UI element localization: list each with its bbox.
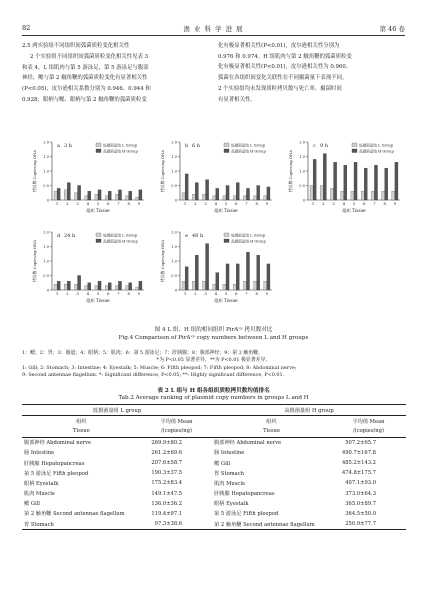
l-tissue-cell: 第 5 游泳足 Fifth pleopod [24,470,89,477]
x-tick-label: 9 [393,201,397,206]
bar-h [129,191,132,200]
x-tick-label: 2 [194,201,197,206]
h-tissue-cell: 第 5 游泳足 Fifth pleopod [214,511,279,518]
l-mean-cell: 269.9±80.2 [151,439,183,446]
x-tick-label: 2 [66,291,69,296]
bar-h [236,183,239,200]
bar-l [136,287,139,290]
bar-h [108,283,111,290]
x-tick-label: 4 [214,201,217,206]
y-tick-label: 1.0 [171,169,177,174]
l-mean-cell: 149.1±47.5 [151,490,183,497]
y-tick-label: 2.0 [43,230,49,235]
y-tick-label: 0.5 [171,274,177,278]
y-tick-label: 0 [174,288,177,293]
x-tick-label: 6 [107,201,110,206]
bar-l [351,191,354,200]
legend-swatch-h [96,149,101,153]
x-tick-label: 9 [265,291,269,296]
x-tick-label: 2 [322,201,325,206]
x-axis-label: 组织 Tissue [342,208,366,213]
y-axis-label: 拷贝数 Copies/ng DNA [288,149,293,193]
bar-l [74,284,77,290]
bar-l [115,194,118,200]
bar-l [202,194,205,200]
h-tissue-cell: 鳃 Gill [214,460,231,467]
bar-h [334,162,337,200]
volume-label: 第 46 卷 [379,25,405,33]
bar-l [264,281,267,290]
h-mean-cell: 365.0±89.7 [345,500,376,507]
table-row [22,478,406,488]
right-column [218,41,406,105]
legend-swatch-l [224,143,229,147]
y-tick-label: 2.0 [171,230,177,235]
table-title-cn: 表 2 L 组与 H 组各组织质粒拷贝数均值排名 [157,388,270,394]
header-rule [22,35,405,36]
bar-l [223,196,226,200]
legend-l: 低摄菌量组 L Group [231,143,266,148]
h-tissue-cell: 眼柄 Eyestalk [214,501,249,508]
legend-l: 低摄菌量组 L Group [359,143,394,148]
y-tick-label: 2.0 [299,140,305,145]
l-tissue-cell: 胃 Stomach [24,521,54,528]
section-title: 2.5 两实验组不同组织间弧菌质粒变化相关性 [22,43,130,49]
bar-l [382,191,385,200]
bar-h [67,281,70,290]
panel-time-label: 6 h [192,143,200,149]
x-tick-label: 8 [255,291,258,296]
l-mean-cell: 261.2±69.6 [151,449,183,456]
table-row [22,437,406,448]
h-tissue-cell: 胃 Stomach [214,470,244,477]
x-tick-label: 5 [224,201,228,206]
y-tick-label: 0 [46,288,49,293]
figure-caption-cn: 图 4 L 组、H 组的相同组织 PirAᵛᵖ 拷贝数对比 [154,327,273,333]
x-tick-label: 4 [342,201,345,206]
y-tick-label: 1.5 [171,245,177,249]
x-tick-label: 7 [117,201,120,206]
y-tick-label: 0 [174,198,177,203]
x-tick-label: 6 [363,201,366,206]
bar-l [213,284,216,290]
y-tick-label: 2.0 [171,140,177,145]
legend-h: 高摄菌量组 H Group [359,149,394,154]
bar-l [192,281,195,290]
bar-h [313,159,316,200]
bar-h [216,188,219,200]
panel-label: e [185,233,188,239]
bar-l [243,196,246,200]
panel-time-label: 24 h [64,233,76,239]
legend-h: 高摄菌量组 H Group [103,239,138,244]
table-row [22,468,406,478]
y-axis-label: 拷贝数 Copies/ng DNA [160,149,165,193]
y-tick-label: 0.5 [43,184,49,188]
figure-4 [22,134,406,322]
y-axis-label: 拷贝数 Copies/ng DNA [32,239,37,283]
panel-label: a [57,143,60,149]
x-tick-label: 2 [66,201,69,206]
y-tick-label: 1.0 [43,169,49,174]
bar-h [195,255,198,290]
x-tick-label: 8 [383,201,386,206]
col-tissue-en: Tissue [22,426,141,437]
bar-l [95,194,98,200]
bar-h [185,174,188,200]
x-tick-label: 1 [311,201,315,206]
bar-l [74,193,77,200]
group-h-header: 高摄菌量组 H group [212,405,406,416]
y-tick-label: 1.5 [171,155,177,159]
panel-label: b [185,143,189,149]
bar-l [54,284,57,290]
x-tick-label: 9 [265,201,269,206]
l-tissue-cell: 眼柄 Eyestalk [24,480,59,487]
bar-l [126,286,129,290]
bar-h [226,186,229,201]
bar-l [64,190,67,200]
bar-h [57,188,60,200]
l-mean-cell: 175.2±83.4 [151,480,183,487]
table-title-en: Tab.2 Average ranking of plasmid copy numbers in groups L and H [118,395,309,401]
figure-caption-en: Fig.4 Comparison of PirAᵛᵖ copy numbers between L and H groups [118,335,309,341]
y-axis-label: 拷贝数 Copies/ng DNA [32,149,37,193]
x-tick-label: 3 [76,291,79,296]
col-mean: 平均值 Mean [160,418,193,425]
x-tick-label: 3 [332,201,335,206]
note-line: 1：鳃；2：胃；3：肠道；4：眼柄；5：肌肉；6：第 5 游泳足；7：肝胰腺；8：腹部神经；9：第 2 触角鞭。 [22,350,263,356]
x-axis-label: 组织 Tissue [86,208,110,213]
text-line: 化有极显著相关性(P<0.01)，皮尔逊相关性为 0.960。 [218,64,352,71]
bar-l [392,191,395,200]
h-mean-cell: 474.8±175.7 [341,470,376,477]
y-tick-label: 0.5 [43,274,49,278]
bar-h [257,255,260,290]
bar-h [246,252,249,290]
text-line: 弧菌在各组织间变化关联性在不同摄菌量下表现不同。 [218,75,348,82]
h-tissue-cell: 肌肉 Muscle [214,480,246,487]
y-tick-label: 1.5 [43,245,49,249]
bar-h [139,190,142,200]
bar-h [354,162,357,200]
legend-swatch-l [352,143,357,147]
table-row [22,519,406,530]
panel-label: d [57,233,61,239]
h-tissue-cell: 腹部神经 Abdominal nerve [214,440,282,447]
text-line: 和表 4。L 组肌肉与第 5 游泳足、第 5 游泳足与腹部 [22,64,149,71]
bar-l [223,284,226,290]
bar-h [267,187,270,200]
col-mean-unit: /(copies/ng) [331,426,406,437]
h-mean-cell: 250.9±77.7 [345,521,376,528]
x-tick-label: 8 [255,201,258,206]
bar-l [264,196,267,200]
bar-l [310,186,313,201]
bar-l [361,191,364,200]
x-axis-label: 组织 Tissue [86,298,110,303]
bar-h [78,186,81,201]
bar-h [385,168,388,200]
x-tick-label: 7 [245,201,248,206]
legend-h: 高摄菌量组 H Group [231,239,266,244]
note-line: 1: Gill; 2: Stomach; 3: Intestine; 4: Eyestalk; 5: Muscle; 6: Fifth pleopod; 7: Fifth pleopod; 8: Abdominal nerve; [22,364,297,371]
bar-h [246,188,249,200]
note-line: *为 P<0.05 显著差异，**为 P<0.01 极显著差异。 [156,357,271,364]
col-mean-unit: /(copies/ng) [141,426,212,437]
bar-l [136,197,139,200]
bar-l [254,196,257,200]
figure-note [22,350,405,379]
text-line: 神经、鳃与第 2 触角鞭的弧菌质粒变化有显著相关性 [22,75,148,82]
bar-h [206,244,209,290]
x-tick-label: 7 [373,201,376,206]
x-tick-label: 5 [96,201,100,206]
y-tick-label: 1.5 [43,155,49,159]
y-tick-label: 1.0 [171,259,177,264]
legend-swatch-l [96,143,101,147]
col-tissue: 组织 [76,418,87,425]
h-mean-cell: 507.2±65.7 [345,439,376,446]
x-tick-label: 4 [86,201,89,206]
x-tick-label: 4 [86,291,89,296]
bar-h [118,190,121,200]
left-column [22,52,212,106]
x-tick-label: 1 [183,201,187,206]
note-line: 9: Second antennae flagellum. *: Significant difference, P<0.05; **: Highly significant difference, P<0.01. [22,371,285,378]
text-line: 有显著相关性。 [218,96,256,103]
x-tick-label: 6 [235,201,238,206]
x-tick-label: 2 [194,291,197,296]
bar-h [88,283,91,290]
bar-h [118,281,121,290]
figure-4-panels [22,134,406,322]
x-tick-label: 5 [224,291,228,296]
x-axis-label: 组织 Tissue [214,208,238,213]
text-line: 0.976 和 0.974。H 组肌肉与第 2 触角鞭的弧菌质粒变 [218,53,352,60]
h-tissue-cell: 第 2 触角鞭 Second antennae flagellum [214,521,315,528]
bar-l [371,191,374,200]
bar-l [254,281,257,290]
table-2 [22,404,406,530]
bar-l [95,286,98,290]
panel-time-label: 48 h [192,233,204,239]
bar-l [341,191,344,200]
y-tick-label: 0.5 [171,184,177,188]
bar-l [202,281,205,290]
x-tick-label: 1 [183,291,187,296]
bar-h [267,264,270,290]
x-tick-label: 1 [55,201,59,206]
x-tick-label: 8 [127,201,130,206]
x-axis-label: 组织 Tissue [214,298,238,303]
x-tick-label: 7 [245,291,248,296]
bar-h [195,183,198,200]
bar-l [320,186,323,201]
bar-l [233,284,236,290]
h-mean-cell: 364.5±50.0 [345,510,376,517]
legend-swatch-h [224,239,229,243]
bar-h [374,165,377,200]
l-mean-cell: 97.3±38.6 [154,521,183,528]
y-tick-label: 0.5 [299,184,305,188]
table-row [22,509,406,519]
l-tissue-cell: 第 2 触角鞭 Second antennae flagellum [24,511,125,518]
x-tick-label: 9 [137,201,141,206]
table-row [22,489,406,499]
bar-h [257,186,260,201]
bar-h [98,281,101,290]
legend-h: 高摄菌量组 H Group [231,149,266,154]
y-tick-label: 0 [46,198,49,203]
legend-h: 高摄菌量组 H Group [103,149,138,154]
l-tissue-cell: 肝胰腺 Hepatopancreas [24,460,85,467]
x-tick-label: 3 [204,291,207,296]
panel-time-label: 3 h [64,143,72,149]
group-l-header: 低摄菌量组 L group [22,405,212,416]
legend-l: 低摄菌量组 L Group [103,233,138,238]
h-tissue-cell: 肝胰腺 Hepatopancreas [214,491,275,498]
l-mean-cell: 136.0±36.2 [151,500,183,507]
bar-h [139,281,142,290]
bar-h [78,276,81,291]
bar-l [233,196,236,200]
l-tissue-cell: 肠 Intestine [24,450,55,457]
l-mean-cell: 119.4±97.1 [151,510,183,517]
l-mean-cell: 207.6±58.7 [151,460,183,467]
l-tissue-cell: 鳃 Gill [24,501,40,508]
legend-swatch-h [96,239,101,243]
legend-l: 低摄菌量组 L Group [103,143,138,148]
bar-h [216,273,219,290]
bar-l [85,196,88,200]
h-mean-cell: 485.2±143.2 [341,460,376,467]
bar-h [129,283,132,290]
x-tick-label: 3 [204,201,207,206]
bar-h [323,154,326,200]
legend-swatch-h [352,149,357,153]
bar-h [344,165,347,200]
text-line: 化有极显著相关性(P<0.01)，皮尔逊相关性分别为 [218,43,340,49]
bar-l [243,281,246,290]
col-tissue: 组织 [266,418,277,425]
text-line: 2 个实验组均未发现质粒拷贝数与死亡率、摄菌时间 [218,85,342,92]
x-tick-label: 3 [76,201,79,206]
x-tick-label: 8 [127,291,130,296]
l-tissue-cell: 腹部神经 Abdominal nerve [24,440,92,447]
y-tick-label: 1.0 [299,169,305,174]
table-row [22,499,406,509]
bar-l [330,188,333,200]
x-tick-label: 5 [352,201,356,206]
panel-time-label: 9 h [320,143,328,149]
l-mean-cell: 190.3±37.5 [151,470,183,477]
h-mean-cell: 407.1±93.0 [345,480,376,487]
y-tick-label: 2.0 [43,140,49,145]
text-line: 0.928；眼柄与鳃、眼柄与第 2 触角鞭的弧菌质粒变 [22,96,147,103]
bar-h [226,264,229,290]
col-mean: 平均值 Mean [352,418,385,425]
x-tick-label: 5 [96,291,100,296]
bar-h [57,281,60,290]
bar-l [115,286,118,290]
bar-l [192,194,195,200]
bar-l [85,286,88,290]
l-tissue-cell: 肌肉 Muscle [24,491,55,498]
legend-l: 低摄菌量组 L Group [231,233,266,238]
bar-h [236,264,239,290]
bar-l [54,191,57,200]
x-tick-label: 7 [117,291,120,296]
bar-l [126,196,129,200]
running-header [22,24,405,34]
y-axis-label: 拷贝数 Copies/ng DNA [160,239,165,283]
page-number: 82 [22,24,31,32]
x-tick-label: 4 [214,291,217,296]
h-mean-cell: 490.7±167.8 [341,449,376,456]
y-tick-label: 0 [302,198,305,203]
h-mean-cell: 373.0±64.3 [345,490,376,497]
y-tick-label: 1.0 [43,259,49,264]
legend-swatch-l [96,233,101,237]
table-row [22,448,406,458]
bar-l [105,286,108,290]
text-line: 2 个实验组不同组织间弧菌质粒变化相关性见表 3 [30,54,149,60]
legend-swatch-h [224,149,229,153]
x-tick-label: 1 [55,291,59,296]
bar-h [364,168,367,200]
bar-l [213,196,216,200]
x-tick-label: 9 [137,291,141,296]
legend-swatch-l [224,233,229,237]
bar-h [108,191,111,200]
x-tick-label: 6 [107,291,110,296]
col-tissue-en: Tissue [212,426,331,437]
h-tissue-cell: 肠 Intestine [214,450,245,457]
y-tick-label: 1.5 [299,155,305,159]
bar-h [88,191,91,200]
text-line: (P<0.05)，皮尔逊相关系数分别为 0.946、0.944 和 [22,86,151,93]
bar-h [206,180,209,200]
bar-l [105,196,108,200]
bar-l [182,281,185,290]
bar-h [67,183,70,200]
bar-h [98,190,101,200]
journal-name: 渔 业 科 学 进 展 [183,25,244,33]
bar-h [185,267,188,290]
bar-h [395,162,398,200]
bar-l [64,284,67,290]
panel-label: c [313,143,316,149]
x-tick-label: 6 [235,291,238,296]
bar-l [182,193,185,200]
table-row [22,458,406,468]
